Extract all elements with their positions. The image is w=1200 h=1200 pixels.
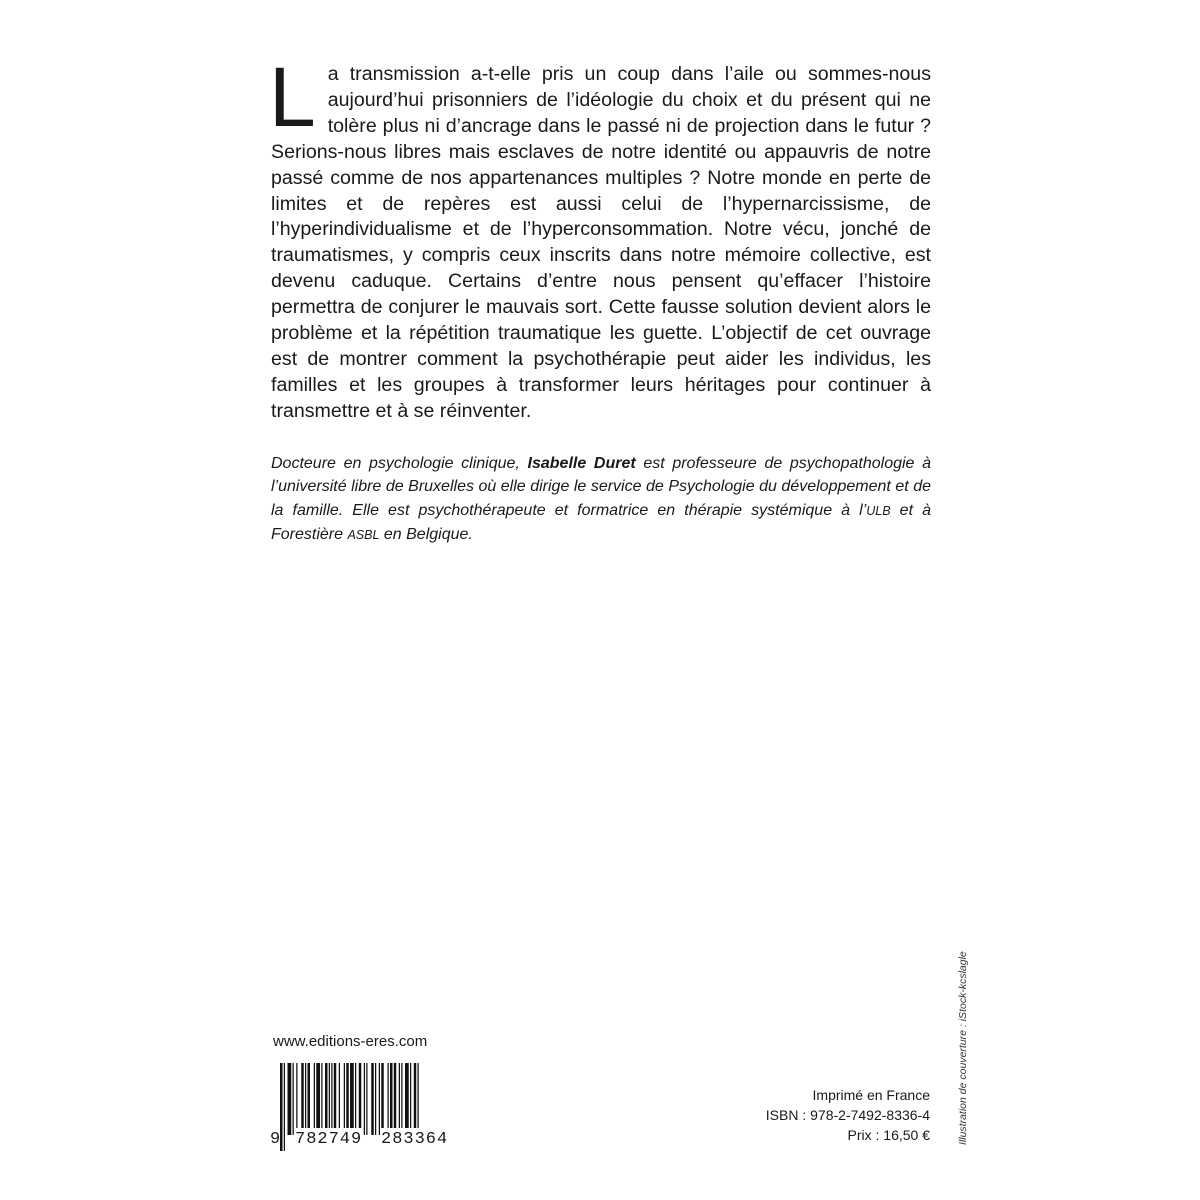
barcode-digit-group-left: 782749 [294, 1128, 363, 1152]
barcode-digits [270, 1128, 470, 1152]
back-cover-text [269, 50, 932, 548]
barcode-bar [305, 1063, 306, 1135]
barcode-bar [308, 1063, 311, 1135]
isbn: ISBN : 978-2-7492-8336-4 [765, 1107, 930, 1123]
price: Prix : 16,50 € [847, 1127, 930, 1143]
barcode-bar [364, 1063, 365, 1135]
barcode-bar [390, 1063, 393, 1135]
barcode-bar [371, 1063, 374, 1135]
barcode-bar [375, 1063, 376, 1135]
barcode-bar [329, 1063, 330, 1135]
publication-info [766, 1085, 930, 1145]
barcode-bar [334, 1063, 337, 1135]
barcode-bar [379, 1063, 380, 1135]
cover-illustration-credit: Illustration de couverture : iStock-kcslagle [957, 951, 969, 1145]
bio-text: est professeure de psychopathologie à l’université libre de Bruxelles où elle dirige le service de Psychologie du développement et de la famille. Elle est psychothérapeute et formatrice en thérapie systémique à l’ [271, 454, 932, 519]
bio-abbrev: ULB [866, 503, 891, 518]
barcode-bar [405, 1063, 409, 1135]
barcode-bar [288, 1063, 292, 1135]
author-bio [271, 452, 931, 548]
barcode-first-digit: 9 [270, 1130, 281, 1149]
barcode-bar [325, 1063, 328, 1135]
bio-text: et à Forestière [271, 501, 931, 544]
bio-text: en Belgique. [379, 526, 473, 544]
barcode-bar [344, 1063, 345, 1135]
publisher-website: www.editions-eres.com [273, 1033, 428, 1050]
barcode-bar [399, 1063, 400, 1135]
barcode-bar [301, 1063, 304, 1135]
barcode-bar [296, 1063, 297, 1135]
barcode-bar [366, 1063, 367, 1135]
barcode-bar [339, 1063, 340, 1135]
barcode-bar [359, 1063, 362, 1135]
barcode-bar [394, 1063, 397, 1135]
barcode-digit-group-right: 283364 [380, 1128, 449, 1152]
bio-abbrev: ASBL [347, 528, 380, 543]
barcode-bar [331, 1063, 332, 1135]
printed-in: Imprimé en France [812, 1087, 930, 1103]
barcode-bar [355, 1063, 356, 1135]
barcode-bar [381, 1063, 384, 1135]
barcode-bar [401, 1063, 402, 1135]
barcode-bar [314, 1063, 315, 1135]
description-text: a transmission a-t-elle pris un coup dans l’aile ou sommes-nous aujourd’hui prisonniers de l’idéologie du choix et du présent qui ne tolère plus ni d’ancrage dans le passé ni de projection dans le futur ? Serions-nous libres mais esclaves de notre identité ou appauvris de notre passé comme de nos appartenances multiples ? Notre monde en perte de limites et de repères est aussi celui de l’hypernarcissisme, de l’hyperindividualisme et de l’hyperconsommation. Notre vécu, jonché de traumatismes, y compris ceux inscrits dans notre mémoire collective, est devenu caduque. Certains d’entre nous pensent qu’effacer l’histoire permettra de conjurer le mauvais sort. Cette fausse solution devient alors le problème et la répétition traumatique les guette. L’objectif de cet ouvrage est de montrer comment la psychothérapie peut aider les individus, les familles et les groupes à transformer leurs héritages pour continuer à transmettre et à se réinventer. [271, 63, 931, 422]
barcode-bar [316, 1063, 320, 1135]
barcode-bar [410, 1063, 411, 1135]
barcode-bar [293, 1063, 294, 1135]
barcode-bar [321, 1063, 322, 1135]
drop-cap: L [269, 50, 316, 144]
description-paragraph [269, 50, 931, 425]
barcode-bar [388, 1063, 389, 1135]
bio-text: Docteure en psychologie clinique, [271, 454, 528, 472]
author-name: Isabelle Duret [527, 454, 636, 472]
